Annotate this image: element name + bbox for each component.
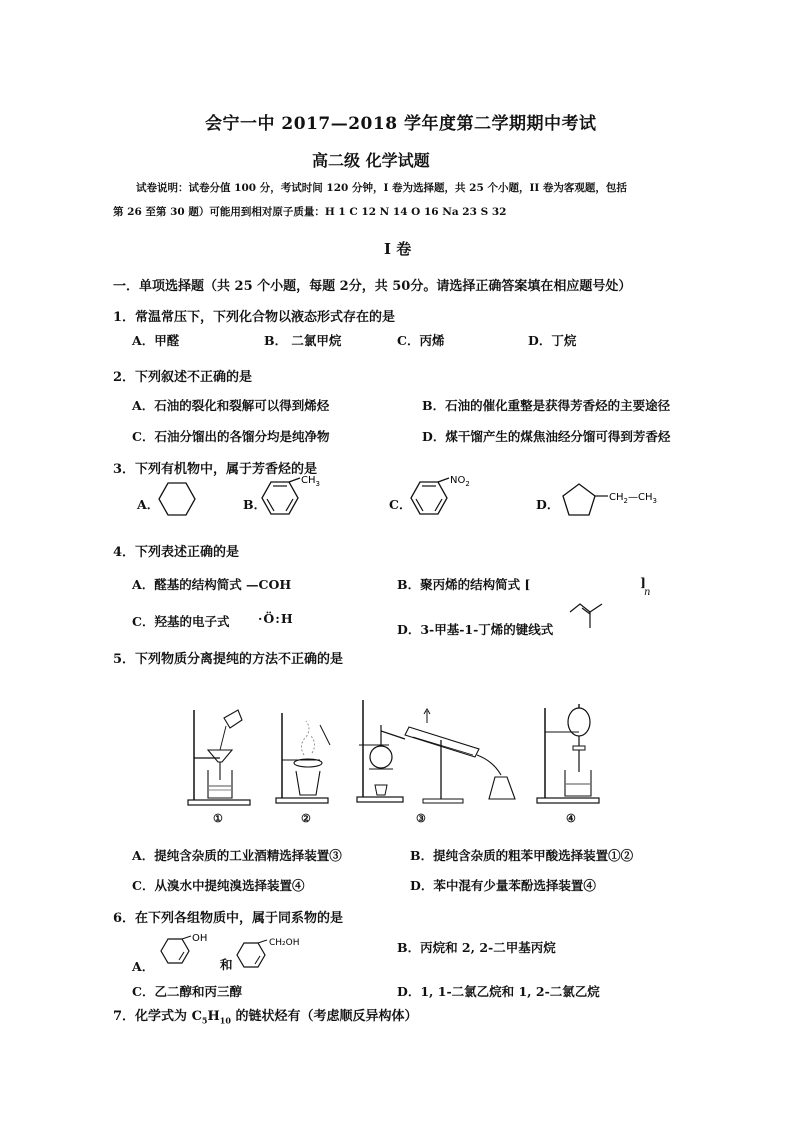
- ch3-label: $CH_3$: [301, 475, 320, 488]
- q3-option-b: B．: [243, 497, 267, 512]
- apparatus-2-evaporation: [270, 705, 340, 810]
- q3-option-c: C．: [389, 497, 412, 512]
- apparatus-label-4: ④: [566, 812, 576, 825]
- apparatus-label-2: ②: [301, 812, 311, 825]
- q4-polymer-n: n: [644, 587, 651, 598]
- q3-option-d: D．: [536, 497, 560, 512]
- q4-bracket-close: ]: [640, 575, 646, 590]
- q5-option-c: C．从溴水中提纯溴选择装置④: [132, 878, 305, 893]
- q6-option-d: D．1, 1-二氯乙烷和 1, 2-二氯乙烷: [397, 984, 600, 999]
- apparatus-4-separatory-funnel: [535, 698, 610, 810]
- q1-option-d: D．丁烷: [528, 333, 577, 348]
- nitrobenzene-structure: [411, 475, 491, 522]
- cyclohexane-structure: [158, 481, 198, 521]
- exam-subtitle: 高二级 化学试题: [312, 151, 430, 170]
- q6-option-a: A．: [132, 959, 155, 974]
- section-title: 一．单项选择题（共 25 个小题，每题 2分，共 50分。请选择正确答案填在相应题号处）: [113, 279, 632, 294]
- exam-note-line2: 第 26 至第 30 题）可能用到相对原子质量：H 1 C 12 N 14 O 16 Na 23 S 32: [113, 206, 507, 218]
- question-1-stem: 1．常温常压下，下列化合物以液态形式存在的是: [113, 310, 396, 325]
- q2-option-c: C．石油分馏出的各馏分均是纯净物: [132, 429, 330, 444]
- benzyl-alcohol-structure: [236, 940, 326, 974]
- exam-title: 会宁一中 2017—2018 学年度第二学期期中考试: [205, 114, 597, 134]
- toluene-structure: [262, 475, 342, 522]
- phenol-oh-label: OH: [192, 933, 208, 944]
- q1-option-a: A．甲醛: [132, 333, 180, 348]
- methylbutene-skeleton: [568, 602, 612, 632]
- q5-option-b: B．提纯含杂质的粗苯甲酸选择装置①②: [410, 848, 634, 863]
- q4-option-c: C．羟基的电子式: [132, 614, 230, 629]
- apparatus-label-3: ③: [416, 812, 426, 825]
- part-title: I 卷: [384, 240, 412, 258]
- q5-option-a: A．提纯含杂质的工业酒精选择装置③: [132, 848, 342, 863]
- apparatus-label-1: ①: [213, 812, 223, 825]
- question-3-stem: 3．下列有机物中，属于芳香烃的是: [113, 462, 318, 477]
- q6-option-c: C．乙二醇和丙三醇: [132, 984, 242, 999]
- q4-electron-formula: ·Ö:H: [258, 611, 294, 626]
- exam-note-line1: 试卷说明：试卷分值 100 分，考试时间 120 分钟，I 卷为选择题，共 25 个小题，II 卷为客观题，包括: [136, 182, 627, 194]
- q2-option-b: B．石油的催化重整是获得芳香烃的主要途径: [422, 398, 671, 413]
- q6-option-b: B．丙烷和 2, 2-二甲基丙烷: [397, 940, 556, 955]
- apparatus-3-distillation: [355, 695, 530, 810]
- question-7-stem: 7．化学式为 $C_5H_{10}$ 的链状烃有（考虑顺反异构体）: [113, 1009, 418, 1026]
- q4-option-d: D．3-甲基-1-丁烯的键线式: [397, 622, 554, 637]
- ethyl-label: $CH_2—CH_3$: [609, 492, 657, 505]
- q2-option-a: A．石油的裂化和裂解可以得到烯烃: [132, 398, 330, 413]
- q1-option-c: C．丙烯: [397, 333, 445, 348]
- q4-option-a: A．醛基的结构简式 —COH: [132, 577, 292, 592]
- question-2-stem: 2．下列叙述不正确的是: [113, 370, 253, 385]
- no2-label: $NO_2$: [450, 475, 470, 488]
- question-5-stem: 5．下列物质分离提纯的方法不正确的是: [113, 652, 344, 667]
- q4-option-b: B．聚丙烯的结构简式 [: [397, 577, 531, 592]
- q3-option-a: A．: [137, 497, 160, 512]
- question-4-stem: 4．下列表述正确的是: [113, 545, 240, 560]
- q5-option-d: D．苯中混有少量苯酚选择装置④: [410, 878, 596, 893]
- benzyl-ch2oh-label: CH₂OH: [269, 938, 300, 948]
- phenol-structure: [160, 933, 220, 970]
- apparatus-1-filtration: [186, 700, 256, 810]
- q6-and-text: 和: [220, 957, 233, 972]
- q2-option-d: D．煤干馏产生的煤焦油经分馏可得到芳香烃: [422, 429, 671, 444]
- ethylcyclopentane-structure: [562, 483, 672, 523]
- q1-option-b: B． 二氯甲烷: [264, 333, 342, 348]
- question-6-stem: 6．在下列各组物质中，属于同系物的是: [113, 911, 344, 926]
